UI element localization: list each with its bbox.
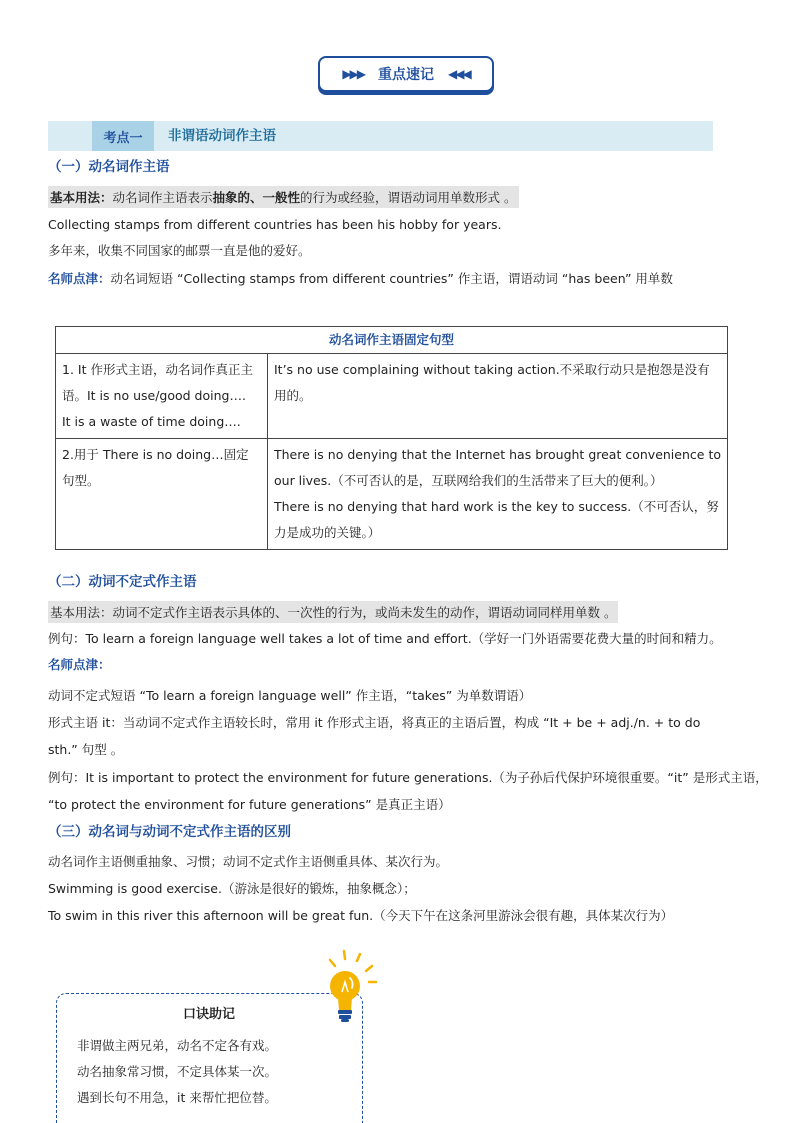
- mnemonic-line: 动名抽象常习惯，不定具体某一次。: [77, 1064, 278, 1079]
- table-cell: [268, 439, 728, 550]
- usage-text2: 的行为或经验，谓语动词用单数形式 。: [300, 190, 517, 205]
- table-row: [56, 439, 728, 550]
- fixed-pattern-table: [55, 326, 728, 550]
- left-arrows-icon: ◀◀◀: [448, 67, 470, 81]
- section1-tip: [48, 269, 673, 287]
- cell-text: There is no denying that the Internet has brought great convenience to our lives.（不可否认的是，互联网给我们的生活带来了巨大的便利。）: [274, 447, 721, 488]
- section-title-box: [318, 56, 494, 92]
- section2-tip-label: 名师点津：: [48, 657, 111, 672]
- section3-line2: Swimming is good exercise.（游泳是很好的锻炼，抽象概念）；: [48, 881, 416, 896]
- section2-example2b: “to protect the environment for future generations” 是真正主语）: [48, 797, 451, 812]
- section2-heading: （二）动词不定式作主语: [48, 574, 197, 590]
- tip-text: 动名词短语 “Collecting stamps from different countries” 作主语，谓语动词 “has been” 用单数: [110, 271, 673, 286]
- section1-example-cn: 多年来，收集不同国家的邮票一直是他的爱好。: [48, 243, 311, 258]
- section2-usage: 基本用法：动词不定式作主语表示具体的、一次性的行为，或尚未发生的动作，谓语动词同样用单数 。: [48, 601, 618, 623]
- cell-text: 2.用于 There is no doing…固定句型。: [62, 447, 249, 488]
- section1-heading: （一）动名词作主语: [48, 159, 170, 175]
- usage-bold: 抽象的、一般性: [212, 190, 301, 205]
- table-cell: [56, 354, 268, 439]
- usage-label: 基本用法：: [50, 190, 113, 205]
- page-title: 重点速记: [378, 67, 434, 83]
- section2-tip2: 形式主语 it：当动词不定式作主语较长时，常用 it 作形式主语，将真正的主语后置，构成 “It + be + adj./n. + to do: [48, 715, 701, 730]
- section2-tip1: 动词不定式短语 “To learn a foreign language well” 作主语，“takes” 为单数谓语）: [48, 688, 532, 703]
- section1-example-en: Collecting stamps from different countries has been his hobby for years.: [48, 217, 502, 232]
- mnemonic-line: 非谓做主两兄弟，动名不定各有戏。: [77, 1038, 278, 1053]
- section1-usage: [48, 186, 519, 208]
- usage-text1: 动名词作主语表示: [112, 190, 213, 205]
- cell-text: 1. It 作形式主语，动名词作真正主语。It is no use/good doing….: [62, 362, 253, 403]
- section2-example: 例句：To learn a foreign language well takes a lot of time and effort.（学好一门外语需要花费大量的时间和精力。: [48, 631, 722, 646]
- section2-example2: 例句：It is important to protect the environment for future generations.（为子孙后代保护环境很重要。“it” 是形式主语，: [48, 770, 768, 785]
- section2-tip2b: sth.” 句型 。: [48, 742, 124, 757]
- section3-line1: 动名词作主语侧重抽象、习惯；动词不定式作主语侧重具体、某次行为。: [48, 854, 449, 869]
- cell-text: There is no denying that hard work is the key to success.（不可否认，努力是成功的关键。）: [274, 499, 719, 540]
- mnemonic-line: 遇到长句不用急，it 来帮忙把位替。: [77, 1090, 277, 1105]
- section3-heading: （三）动名词与动词不定式作主语的区别: [48, 824, 291, 840]
- table-cell: [268, 354, 728, 439]
- topic-tag: 考点一: [92, 121, 154, 151]
- right-arrows-icon: ▶▶▶: [342, 67, 364, 81]
- lightbulb-icon: [316, 948, 380, 1024]
- section3-line3: To swim in this river this afternoon will be great fun.（今天下午在这条河里游泳会很有趣，具体某次行为）: [48, 908, 674, 923]
- table-header: 动名词作主语固定句型: [56, 327, 728, 354]
- cell-text: It’s no use complaining without taking action.不采取行动只是抱怨是没有用的。: [274, 362, 710, 403]
- table-cell: [56, 439, 268, 550]
- tip-label: 名师点津：: [48, 271, 111, 286]
- topic-title: 非谓语动词作主语: [168, 128, 276, 144]
- mnemonic-title: 口诀助记: [183, 1007, 236, 1022]
- cell-text: It is a waste of time doing….: [62, 414, 241, 429]
- table-header-row: [56, 327, 728, 354]
- table-row: [56, 354, 728, 439]
